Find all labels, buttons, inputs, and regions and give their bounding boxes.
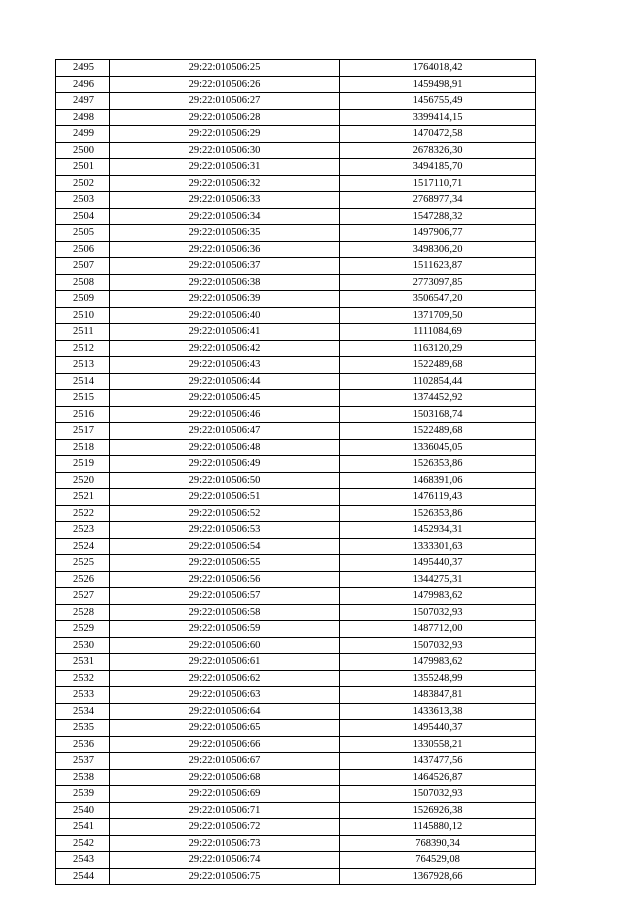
row-number-cell: 2501 [56,159,110,176]
value-cell: 1371709,50 [340,307,536,324]
row-number-cell: 2528 [56,604,110,621]
cadastral-number-cell: 29:22:010506:28 [110,109,340,126]
value-cell: 764529,08 [340,852,536,869]
table-row [56,472,536,489]
row-number-cell: 2516 [56,406,110,423]
cadastral-number-cell: 29:22:010506:60 [110,637,340,654]
table-row [56,720,536,737]
table-body [56,60,536,885]
row-number-cell: 2543 [56,852,110,869]
cadastral-number-cell: 29:22:010506:32 [110,175,340,192]
cadastral-number-cell: 29:22:010506:65 [110,720,340,737]
value-cell: 1483847,81 [340,687,536,704]
value-cell: 1437477,56 [340,753,536,770]
cadastral-number-cell: 29:22:010506:75 [110,868,340,885]
cadastral-number-cell: 29:22:010506:50 [110,472,340,489]
value-cell: 1464526,87 [340,769,536,786]
value-cell: 1517110,71 [340,175,536,192]
value-cell: 2768977,34 [340,192,536,209]
row-number-cell: 2498 [56,109,110,126]
row-number-cell: 2517 [56,423,110,440]
table-row [56,786,536,803]
row-number-cell: 2499 [56,126,110,143]
row-number-cell: 2521 [56,489,110,506]
table-row [56,258,536,275]
value-cell: 1476119,43 [340,489,536,506]
row-number-cell: 2504 [56,208,110,225]
value-cell: 1495440,37 [340,720,536,737]
row-number-cell: 2507 [56,258,110,275]
row-number-cell: 2518 [56,439,110,456]
table-row [56,456,536,473]
cadastral-number-cell: 29:22:010506:64 [110,703,340,720]
row-number-cell: 2541 [56,819,110,836]
cadastral-number-cell: 29:22:010506:34 [110,208,340,225]
value-cell: 1511623,87 [340,258,536,275]
row-number-cell: 2538 [56,769,110,786]
value-cell: 1522489,68 [340,423,536,440]
row-number-cell: 2511 [56,324,110,341]
table-row [56,109,536,126]
value-cell: 2678326,30 [340,142,536,159]
row-number-cell: 2514 [56,373,110,390]
cadastral-number-cell: 29:22:010506:66 [110,736,340,753]
row-number-cell: 2532 [56,670,110,687]
value-cell: 1456755,49 [340,93,536,110]
value-cell: 1336045,05 [340,439,536,456]
cadastral-number-cell: 29:22:010506:33 [110,192,340,209]
table-row [56,390,536,407]
table-row [56,126,536,143]
table-row [56,357,536,374]
cadastral-number-cell: 29:22:010506:30 [110,142,340,159]
row-number-cell: 2529 [56,621,110,638]
table-row [56,736,536,753]
row-number-cell: 2542 [56,835,110,852]
row-number-cell: 2495 [56,60,110,77]
value-cell: 1507032,93 [340,604,536,621]
cadastral-number-cell: 29:22:010506:49 [110,456,340,473]
value-cell: 3399414,15 [340,109,536,126]
value-cell: 1526926,38 [340,802,536,819]
cadastral-number-cell: 29:22:010506:44 [110,373,340,390]
row-number-cell: 2520 [56,472,110,489]
table-row [56,274,536,291]
value-cell: 1459498,91 [340,76,536,93]
table-row [56,835,536,852]
value-cell: 1764018,42 [340,60,536,77]
table-row [56,76,536,93]
table-row [56,60,536,77]
cadastral-value-table [55,59,536,885]
value-cell: 3506547,20 [340,291,536,308]
value-cell: 1526353,86 [340,505,536,522]
cadastral-number-cell: 29:22:010506:67 [110,753,340,770]
cadastral-number-cell: 29:22:010506:72 [110,819,340,836]
table-row [56,604,536,621]
cadastral-number-cell: 29:22:010506:38 [110,274,340,291]
row-number-cell: 2505 [56,225,110,242]
value-cell: 1479983,62 [340,588,536,605]
cadastral-number-cell: 29:22:010506:54 [110,538,340,555]
table-row [56,571,536,588]
cadastral-number-cell: 29:22:010506:39 [110,291,340,308]
cadastral-number-cell: 29:22:010506:25 [110,60,340,77]
row-number-cell: 2524 [56,538,110,555]
table-row [56,340,536,357]
value-cell: 1547288,32 [340,208,536,225]
cadastral-number-cell: 29:22:010506:42 [110,340,340,357]
row-number-cell: 2526 [56,571,110,588]
table-row [56,93,536,110]
cadastral-number-cell: 29:22:010506:35 [110,225,340,242]
value-cell: 1374452,92 [340,390,536,407]
table-row [56,819,536,836]
row-number-cell: 2536 [56,736,110,753]
table-row [56,208,536,225]
cadastral-number-cell: 29:22:010506:29 [110,126,340,143]
value-cell: 1479983,62 [340,654,536,671]
table-row [56,868,536,885]
value-cell: 1470472,58 [340,126,536,143]
row-number-cell: 2531 [56,654,110,671]
row-number-cell: 2522 [56,505,110,522]
cadastral-number-cell: 29:22:010506:37 [110,258,340,275]
value-cell: 1145880,12 [340,819,536,836]
cadastral-number-cell: 29:22:010506:36 [110,241,340,258]
row-number-cell: 2533 [56,687,110,704]
table-row [56,852,536,869]
table-row [56,142,536,159]
row-number-cell: 2530 [56,637,110,654]
table-row [56,324,536,341]
row-number-cell: 2510 [56,307,110,324]
table-row [56,439,536,456]
cadastral-number-cell: 29:22:010506:31 [110,159,340,176]
cadastral-number-cell: 29:22:010506:74 [110,852,340,869]
row-number-cell: 2523 [56,522,110,539]
value-cell: 768390,34 [340,835,536,852]
row-number-cell: 2508 [56,274,110,291]
cadastral-number-cell: 29:22:010506:41 [110,324,340,341]
cadastral-number-cell: 29:22:010506:57 [110,588,340,605]
table-row [56,307,536,324]
table-row [56,588,536,605]
value-cell: 1468391,06 [340,472,536,489]
table-row [56,621,536,638]
table-row [56,505,536,522]
table-row [56,687,536,704]
table-row [56,373,536,390]
table-row [56,225,536,242]
row-number-cell: 2544 [56,868,110,885]
cadastral-number-cell: 29:22:010506:56 [110,571,340,588]
cadastral-number-cell: 29:22:010506:69 [110,786,340,803]
cadastral-number-cell: 29:22:010506:53 [110,522,340,539]
table-row [56,654,536,671]
cadastral-number-cell: 29:22:010506:73 [110,835,340,852]
value-cell: 1344275,31 [340,571,536,588]
table-row [56,802,536,819]
row-number-cell: 2525 [56,555,110,572]
row-number-cell: 2497 [56,93,110,110]
cadastral-number-cell: 29:22:010506:40 [110,307,340,324]
cadastral-number-cell: 29:22:010506:43 [110,357,340,374]
cadastral-number-cell: 29:22:010506:61 [110,654,340,671]
row-number-cell: 2539 [56,786,110,803]
row-number-cell: 2537 [56,753,110,770]
value-cell: 1503168,74 [340,406,536,423]
value-cell: 1522489,68 [340,357,536,374]
cadastral-number-cell: 29:22:010506:68 [110,769,340,786]
row-number-cell: 2506 [56,241,110,258]
table-row [56,175,536,192]
cadastral-number-cell: 29:22:010506:46 [110,406,340,423]
table-row [56,159,536,176]
row-number-cell: 2540 [56,802,110,819]
cadastral-number-cell: 29:22:010506:62 [110,670,340,687]
table-row [56,241,536,258]
table-row [56,538,536,555]
table-row [56,406,536,423]
row-number-cell: 2502 [56,175,110,192]
value-cell: 3498306,20 [340,241,536,258]
row-number-cell: 2519 [56,456,110,473]
table-row [56,489,536,506]
row-number-cell: 2512 [56,340,110,357]
cadastral-number-cell: 29:22:010506:52 [110,505,340,522]
row-number-cell: 2496 [56,76,110,93]
value-cell: 1330558,21 [340,736,536,753]
value-cell: 1507032,93 [340,637,536,654]
row-number-cell: 2535 [56,720,110,737]
cadastral-number-cell: 29:22:010506:48 [110,439,340,456]
value-cell: 1355248,99 [340,670,536,687]
value-cell: 1367928,66 [340,868,536,885]
cadastral-number-cell: 29:22:010506:71 [110,802,340,819]
cadastral-number-cell: 29:22:010506:59 [110,621,340,638]
cadastral-number-cell: 29:22:010506:58 [110,604,340,621]
table-row [56,555,536,572]
value-cell: 1452934,31 [340,522,536,539]
value-cell: 1526353,86 [340,456,536,473]
row-number-cell: 2513 [56,357,110,374]
row-number-cell: 2515 [56,390,110,407]
value-cell: 1163120,29 [340,340,536,357]
table-row [56,637,536,654]
cadastral-number-cell: 29:22:010506:47 [110,423,340,440]
table-row [56,291,536,308]
value-cell: 1433613,38 [340,703,536,720]
cadastral-number-cell: 29:22:010506:51 [110,489,340,506]
row-number-cell: 2500 [56,142,110,159]
row-number-cell: 2509 [56,291,110,308]
cadastral-number-cell: 29:22:010506:26 [110,76,340,93]
value-cell: 1497906,77 [340,225,536,242]
value-cell: 3494185,70 [340,159,536,176]
table-row [56,522,536,539]
cadastral-number-cell: 29:22:010506:55 [110,555,340,572]
row-number-cell: 2534 [56,703,110,720]
value-cell: 1495440,37 [340,555,536,572]
cadastral-number-cell: 29:22:010506:45 [110,390,340,407]
table-row [56,769,536,786]
row-number-cell: 2527 [56,588,110,605]
value-cell: 1507032,93 [340,786,536,803]
table-row [56,192,536,209]
row-number-cell: 2503 [56,192,110,209]
table-row [56,703,536,720]
value-cell: 2773097,85 [340,274,536,291]
table-row [56,753,536,770]
cadastral-number-cell: 29:22:010506:63 [110,687,340,704]
value-cell: 1333301,63 [340,538,536,555]
value-cell: 1111084,69 [340,324,536,341]
table-row [56,423,536,440]
value-cell: 1487712,00 [340,621,536,638]
value-cell: 1102854,44 [340,373,536,390]
table-row [56,670,536,687]
cadastral-number-cell: 29:22:010506:27 [110,93,340,110]
